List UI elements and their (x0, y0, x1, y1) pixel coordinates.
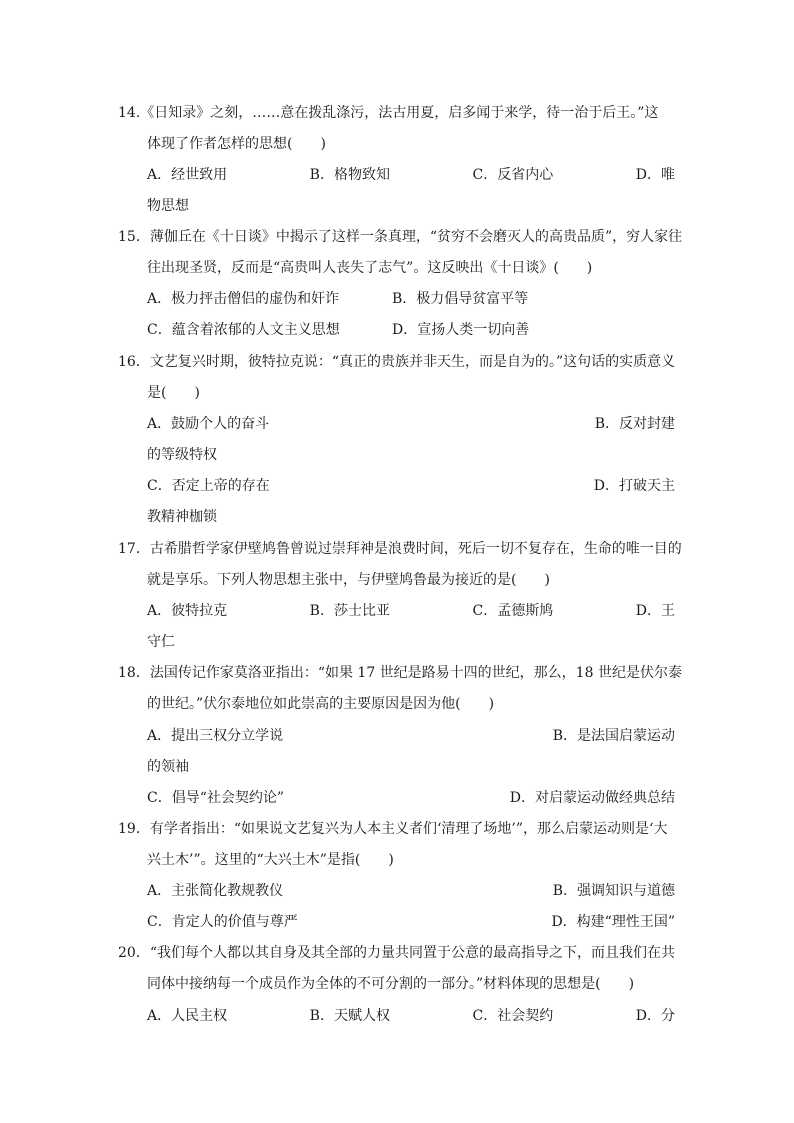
question-15-line-2: 往出现圣贤，反而是“高贵叫人丧失了志气”。这反映出《十日谈》( ) (147, 260, 593, 276)
question-20-options (147, 1005, 675, 1027)
question-20-line-1: 20．“我们每个人都以其自身及其全部的力量共同置于公意的最高指导之下，而且我们在共 (118, 945, 675, 961)
question-18-option-b-continued: 的领袖 (147, 759, 189, 775)
option-a: A．彼特拉克 (147, 603, 228, 619)
option-d: D．打破天主 (593, 478, 675, 494)
option-c: C．社会契约 (472, 1008, 554, 1024)
option-a: A．鼓励个人的奋斗 (147, 416, 270, 432)
question-16-option-b-continued: 的等级特权 (147, 447, 217, 463)
question-20-line-2: 同体中接纳每一个成员作为全体的不可分割的一部分。”材料体现的思想是( ) (147, 976, 635, 992)
question-17-options (147, 600, 675, 622)
question-16-options-row-1 (147, 413, 675, 435)
option-d: D．对启蒙运动做经典总结 (509, 790, 675, 806)
option-b: B．格物致知 (309, 167, 390, 183)
question-19-options-row-1 (147, 880, 675, 902)
option-b: B．天赋人权 (309, 1008, 390, 1024)
option-a: A．主张简化教规教仪 (147, 883, 284, 899)
question-15-option-c: C．蕴含着浓郁的人文主义思想 (147, 322, 340, 338)
question-15-option-d: D．宣扬人类一切向善 (392, 322, 530, 338)
option-b: B．莎士比亚 (309, 603, 390, 619)
option-d: D．王 (635, 603, 675, 619)
question-16-options-row-2 (147, 475, 675, 497)
option-c: C．倡导“社会契约论” (147, 790, 285, 806)
question-18-options-row-1 (147, 725, 675, 747)
option-b: B．强调知识与道德 (552, 883, 675, 899)
option-c: C．否定上帝的存在 (147, 478, 270, 494)
question-18-line-1: 18．法国传记作家莫洛亚指出：“如果 17 世纪是路易十四的世纪，那么，18 世纪是伏尔泰 (118, 665, 682, 681)
question-19-line-2: 兴土木’”。这里的“大兴土木”是指( ) (147, 852, 394, 868)
question-18-options-row-2 (147, 787, 675, 809)
question-15-line-1: 15．薄伽丘在《十日谈》中揭示了这样一条真理，“贫穷不会磨灭人的高贵品质”，穷人家往 (118, 229, 683, 245)
question-19-options-row-2 (147, 911, 675, 933)
question-14-option-d-continued: 物思想 (147, 198, 189, 214)
question-16-line-1: 16．文艺复兴时期，彼特拉克说：“真正的贵族并非天生，而是自为的。”这句话的实质意义 (118, 354, 676, 370)
question-17-line-2: 就是享乐。下列人物思想主张中，与伊壁鸠鲁最为接近的是( ) (147, 572, 550, 588)
question-16-line-2: 是( ) (147, 385, 200, 401)
option-d: D．分 (635, 1008, 675, 1024)
question-15-option-a: A．极力抨击僧侣的虚伪和奸诈 (147, 291, 340, 307)
option-c: C．孟德斯鸠 (472, 603, 554, 619)
question-18-line-2: 的世纪。”伏尔泰地位如此崇高的主要原因是因为他( ) (147, 696, 495, 712)
question-17-line-1: 17．古希腊哲学家伊壁鸠鲁曾说过崇拜神是浪费时间，死后一切不复存在，生命的唯一目的 (118, 541, 682, 557)
question-14-line-1: 14.《日知录》之刻，……意在拨乱涤污，法古用夏，启多闻于来学，待一治于后王。”这 (118, 105, 659, 121)
option-a: A．提出三权分立学说 (147, 728, 284, 744)
option-a: A．人民主权 (147, 1008, 228, 1024)
question-14-options (147, 164, 675, 186)
option-b: B．反对封建 (594, 416, 675, 432)
question-17-option-d-continued: 守仁 (147, 634, 175, 650)
option-c: C．反省内心 (472, 167, 554, 183)
option-b: B．是法国启蒙运动 (552, 728, 675, 744)
option-a: A．经世致用 (147, 167, 228, 183)
option-d: D．构建“理性王国” (551, 914, 675, 930)
question-16-option-d-continued: 教精神枷锁 (147, 509, 217, 525)
question-19-line-1: 19．有学者指出：“如果说文艺复兴为人本主义者们‘清理了场地’”，那么启蒙运动则是‘大 (118, 821, 668, 837)
option-c: C．肯定人的价值与尊严 (147, 914, 298, 930)
question-15-option-b: B．极力倡导贫富平等 (392, 291, 529, 307)
question-14-line-2: 体现了作者怎样的思想( ) (147, 136, 326, 152)
option-d: D．唯 (635, 167, 675, 183)
